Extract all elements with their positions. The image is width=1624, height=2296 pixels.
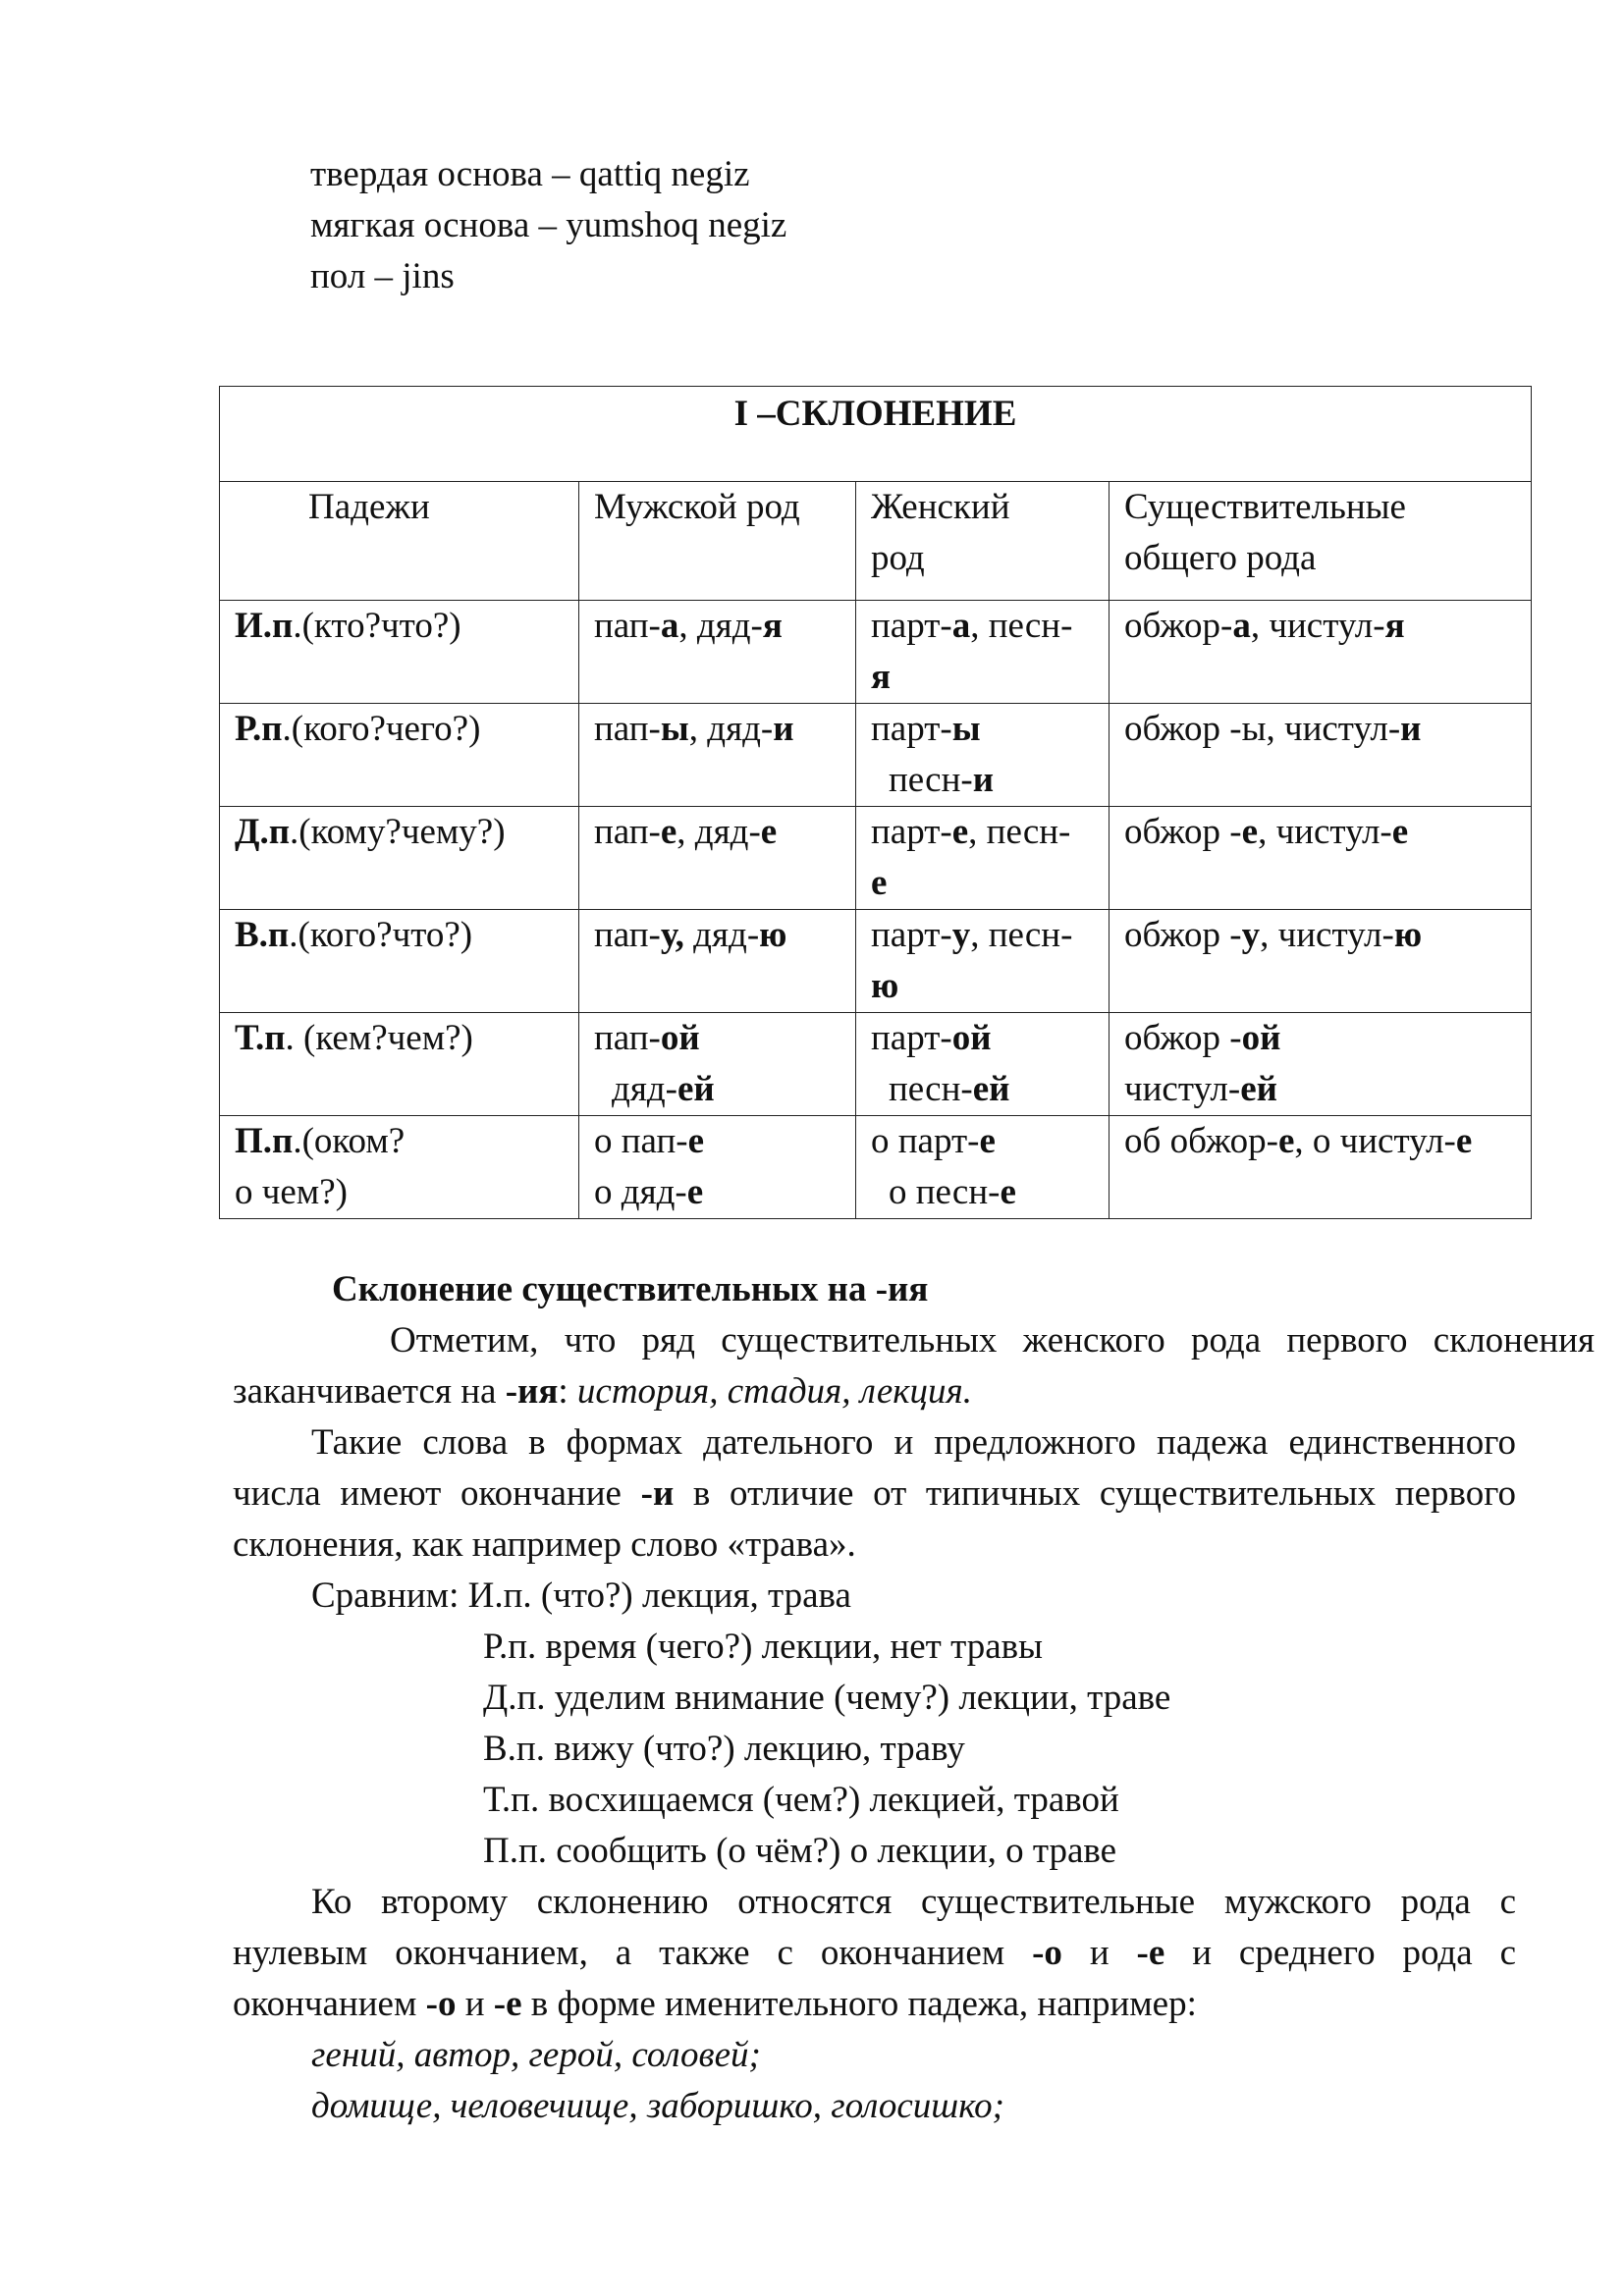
feminine-cell: парт-ы песн-и: [856, 704, 1110, 807]
masculine-cell: пап-у, дяд-ю: [579, 910, 856, 1013]
compare-line: В.п. вижу (что?) лекцию, траву: [483, 1729, 965, 1769]
feminine-cell: о парт-е о песн-е: [856, 1116, 1110, 1219]
masculine-cell: пап-а, дяд-я: [579, 601, 856, 704]
common-cell: обжор -ы, чистул-и: [1110, 704, 1532, 807]
header-masculine: Мужской род: [579, 482, 856, 601]
header-feminine: Женский род: [856, 482, 1110, 601]
glossary-line: пол – jins: [310, 256, 455, 296]
compare-line: Д.п. уделим внимание (чему?) лекции, траве: [483, 1678, 1171, 1718]
header-cases: Падежи: [220, 482, 579, 601]
feminine-cell: парт-ой песн-ей: [856, 1013, 1110, 1116]
paragraph-line: Такие слова в формах дательного и предложного падежа единственного: [311, 1422, 1516, 1463]
case-cell: И.п.(кто?что?): [220, 601, 579, 704]
common-cell: обжор -е, чистул-е: [1110, 807, 1532, 910]
table-row: [220, 1116, 1532, 1219]
table-row: [220, 704, 1532, 807]
example-line: гений, автор, герой, соловей;: [311, 2035, 761, 2075]
case-cell: Д.п.(кому?чему?): [220, 807, 579, 910]
feminine-cell: парт-а, песн- я: [856, 601, 1110, 704]
paragraph-line: заканчивается на -ия: история, стадия, лекция.: [233, 1371, 972, 1412]
common-cell: обжор-а, чистул-я: [1110, 601, 1532, 704]
table-header-row: [220, 482, 1532, 601]
case-cell: Р.п.(кого?чего?): [220, 704, 579, 807]
case-cell: П.п.(оком? о чем?): [220, 1116, 579, 1219]
masculine-cell: о пап-е о дяд-е: [579, 1116, 856, 1219]
header-common: Существительные общего рода: [1110, 482, 1532, 601]
common-cell: об обжор-е, о чистул-е: [1110, 1116, 1532, 1219]
paragraph-line: числа имеют окончание -и в отличие от типичных существительных первого: [233, 1473, 1516, 1514]
table-row: [220, 807, 1532, 910]
common-cell: обжор -ой чистул-ей: [1110, 1013, 1532, 1116]
table-row: [220, 601, 1532, 704]
glossary-line: мягкая основа – yumshoq negiz: [310, 205, 787, 245]
paragraph-line: окончанием -о и -е в форме именительного падежа, например:: [233, 1984, 1197, 2024]
masculine-cell: пап-ой дяд-ей: [579, 1013, 856, 1116]
declension-table: [219, 386, 1532, 1219]
feminine-cell: парт-е, песн- е: [856, 807, 1110, 910]
paragraph-line: нулевым окончанием, а также с окончанием -о и -е и среднего рода с: [233, 1933, 1516, 1973]
compare-line: Р.п. время (чего?) лекции, нет травы: [483, 1627, 1043, 1667]
compare-line: Т.п. восхищаемся (чем?) лекцией, травой: [483, 1780, 1119, 1820]
table-title: I –СКЛОНЕНИЕ: [220, 387, 1532, 482]
table-row: [220, 1013, 1532, 1116]
feminine-cell: парт-у, песн- ю: [856, 910, 1110, 1013]
glossary: [310, 149, 786, 302]
paragraph-line: Отметим, что ряд существительных женского рода первого склонения: [390, 1320, 1595, 1361]
table-row: [220, 910, 1532, 1013]
glossary-line: твердая основа – qattiq negiz: [310, 154, 750, 194]
case-cell: Т.п. (кем?чем?): [220, 1013, 579, 1116]
example-line: домище, человечище, заборишко, голосишко;: [311, 2086, 1004, 2126]
case-cell: В.п.(кого?что?): [220, 910, 579, 1013]
compare-lead: Сравним: И.п. (что?) лекция, трава: [311, 1575, 851, 1616]
paragraph-line: Ко второму склонению относятся существительные мужского рода с: [311, 1882, 1516, 1922]
section-title: Склонение существительных на -ия: [332, 1269, 929, 1309]
common-cell: обжор -у, чистул-ю: [1110, 910, 1532, 1013]
masculine-cell: пап-е, дяд-е: [579, 807, 856, 910]
compare-line: П.п. сообщить (о чём?) о лекции, о траве: [483, 1831, 1117, 1871]
masculine-cell: пап-ы, дяд-и: [579, 704, 856, 807]
paragraph-line: склонения, как например слово «трава».: [233, 1524, 856, 1565]
